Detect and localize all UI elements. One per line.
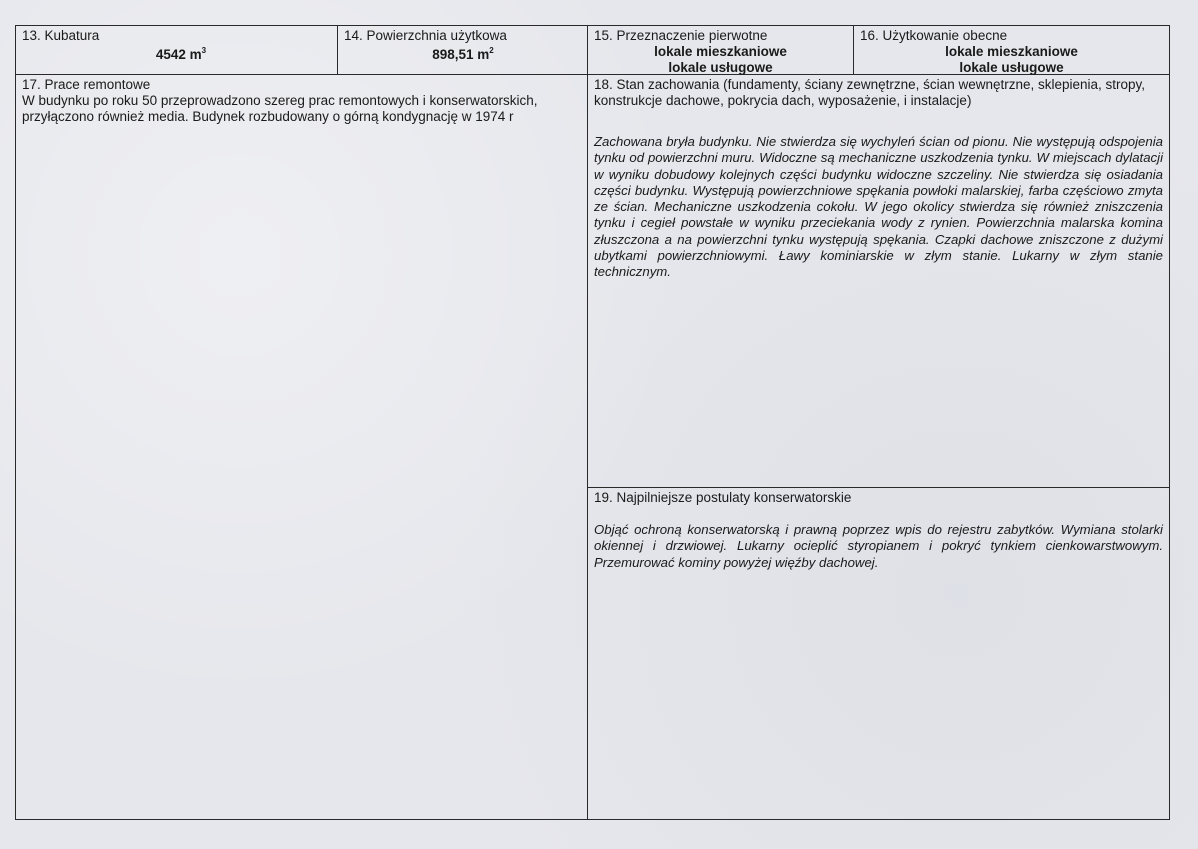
field-17-label: 17. Prace remontowe [22,77,151,92]
field-13-label: 13. Kubatura [22,28,100,43]
field-19-conservation-postulates [588,488,1169,819]
field-19-text: Objąć ochroną konserwatorską i prawną poprzez wpis do rejestru zabytków. Wymiana stolarki okiennej i drzwiowej. Lukarny ocieplić styropianem i pokryć tynkiem cienkowarstwowym. Przemurować kominy powyżej więźby dachowej. [594,522,1163,570]
volume-unit-exponent: 3 [201,46,207,55]
field-15-original-purpose [588,26,854,75]
field-14-value [398,43,528,63]
field-17-text: W budynku po roku 50 przeprowadzono szereg prac remontowych i konserwatorskich, przyłączono również media. Budynek rozbudowany o górną kondygnację w 1974 r [22,93,538,125]
field-16-current-use [854,26,1169,75]
field-18-text: Zachowana bryła budynku. Nie stwierdza się wychyleń ścian od pionu. Nie występują odspojenia tynku od powierzchni muru. Widoczne są mechaniczne uszkodzenia tynku. W miejscach dylatacji w wyniku dobudowy kolejnych części budynku widoczne szczeliny. Nie stwierdza się osiadania części budynku. Występują powierzchniowe spękania powłoki malarskiej, farba częściowo zmyta ze ścian. Mechaniczne uszkodzenia cokołu. W jego okolicy stwierdza się również zniszczenia tynku i cegieł powstałe w wyniku przeciekania wody z rynien. Powierzchnia malarska komina złuszczona a na powierzchni tynku występują spękania. Czapki dachowe zniszczone z dużymi ubytkami powierzchniowymi. Ławy kominiarskie w złym stanie. Lukarny w złym stanie technicznym. [594,134,1163,280]
field-15-label: 15. Przeznaczenie pierwotne [594,28,768,43]
field-13-value [116,43,246,63]
field-17-renovation-works [16,75,588,819]
area-value: 898,51 m [432,47,490,62]
field-15-value-2: lokale usługowe [668,60,773,75]
field-16-value-2: lokale usługowe [959,60,1064,75]
field-16-value-1: lokale mieszkaniowe [945,44,1078,59]
field-14-usable-area [338,26,588,75]
volume-value: 4542 m [155,47,202,62]
area-unit-exponent: 2 [489,46,494,55]
field-15-value-1: lokale mieszkaniowe [654,44,787,59]
field-16-label: 16. Użytkowanie obecne [860,28,1008,43]
field-18-label: 18. Stan zachowania (fundamenty, ściany zewnętrzne, ścian wewnętrzne, sklepienia, stropy, konstrukcje dachowe, pokrycia dach, wyposażenie, i instalacje) [594,77,1146,108]
field-18-condition [588,75,1169,488]
field-13-volume [16,26,338,75]
heritage-record-card [15,25,1170,820]
field-19-label: 19. Najpilniejsze postulaty konserwatorskie [594,490,852,505]
field-14-label: 14. Powierzchnia użytkowa [344,28,507,43]
